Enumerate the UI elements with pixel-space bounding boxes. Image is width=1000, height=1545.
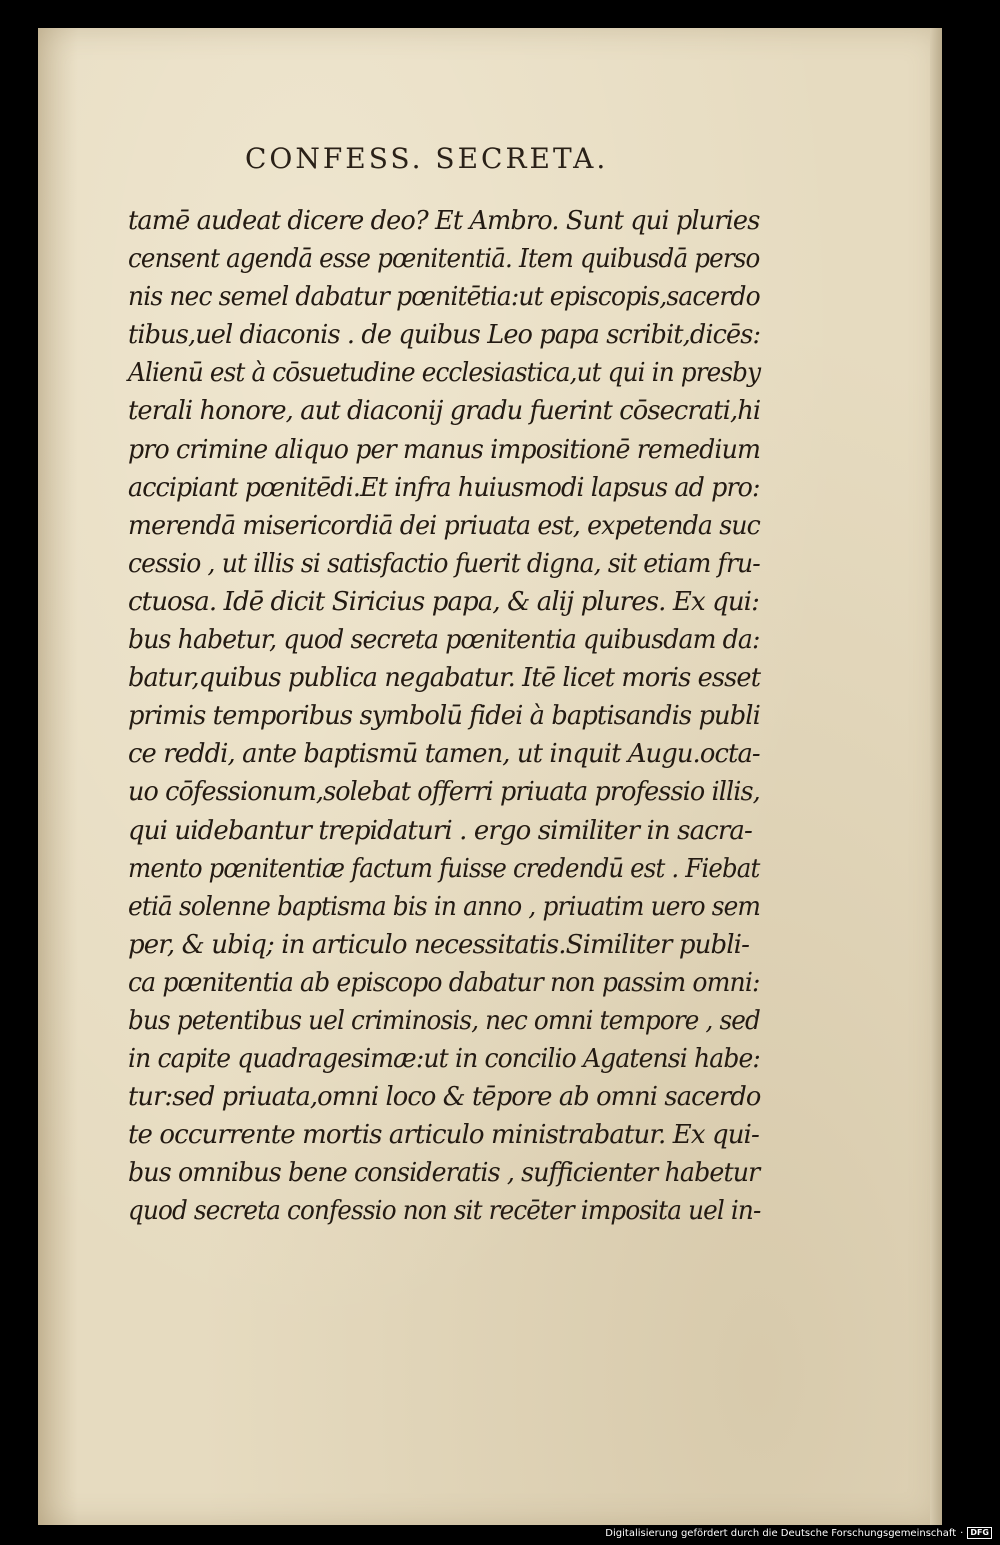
text-line: ctuosa. Idē dicit Siricius papa, & alij plures. Ex qui:	[128, 586, 759, 617]
text-line: tamē audeat dicere deo? Et Ambro. Sunt qui pluries	[128, 206, 760, 236]
text-line: in capite quadragesimæ:ut in concilio Agatensi habe:	[128, 1044, 760, 1075]
text-line: Alienū est à cōsuetudine ecclesiastica,ut qui in presby	[128, 358, 761, 389]
text-line: qui uidebantur trepidaturi . ergo similiter in sacra-	[128, 815, 752, 846]
text-line: nis nec semel dabatur pœnitētia:ut episcopis,sacerdo	[128, 282, 760, 313]
text-line: cessio , ut illis si satisfactio fuerit digna, sit etiam fru-	[128, 548, 760, 579]
text-line: ce reddi, ante baptismū tamen, ut inquit Augu.octa-	[128, 739, 760, 770]
text-line: uo cōfessionum,solebat offerri priuata professio illis,	[128, 777, 760, 808]
text-line: primis temporibus symbolū fidei à baptisandis publi	[128, 701, 760, 732]
page-edge	[930, 28, 942, 1525]
text-line: bus omnibus bene consideratis , sufficienter habetur	[128, 1158, 760, 1189]
text-line: bus habetur, quod secreta pœnitentia quibusdam da:	[128, 625, 760, 656]
credit-text: Digitalisierung gefördert durch die Deutsche Forschungsgemeinschaft	[605, 1527, 957, 1539]
text-line: etiā solenne baptisma bis in anno , priuatim uero sem	[128, 891, 761, 922]
digitization-credit: Digitalisierung gefördert durch die Deutsche Forschungsgemeinschaft · DFG	[605, 1527, 992, 1539]
text-line: mento pœnitentiæ factum fuisse credendū est . Fiebat	[128, 853, 760, 884]
text-line: censent agendā esse pœnitentiā. Item quibusdā perso	[128, 244, 760, 275]
text-line: batur,quibus publica negabatur. Itē licet moris esset	[128, 663, 761, 694]
text-line: te occurrente mortis articulo ministrabatur. Ex qui-	[128, 1120, 759, 1151]
text-line: per, & ubiq; in articulo necessitatis.Similiter publi-	[128, 929, 749, 960]
running-head: CONFESS. SECRETA.	[245, 142, 609, 175]
body-text	[128, 202, 768, 1231]
text-line: accipiant pœnitēdi.Et infra huiusmodi lapsus ad pro:	[128, 472, 760, 503]
text-line: ca pœnitentia ab episcopo dabatur non passim omni:	[128, 967, 760, 998]
text-line: tur:sed priuata,omni loco & tēpore ab omni sacerdo	[128, 1082, 761, 1113]
text-line: terali honore, aut diaconij gradu fuerint cōsecrati,hi	[128, 396, 761, 427]
text-line: quod secreta confessio non sit recēter imposita uel in-	[128, 1196, 761, 1227]
text-line: bus petentibus uel criminosis, nec omni tempore , sed	[128, 1005, 760, 1036]
text-line: pro crimine aliquo per manus impositionē remedium	[128, 434, 761, 465]
text-line: merendā misericordiā dei priuata est, expetenda suc	[128, 510, 760, 541]
dfg-logo: DFG	[967, 1527, 992, 1539]
text-line: tibus,uel diaconis . de quibus Leo papa scribit,dicēs:	[128, 320, 761, 351]
